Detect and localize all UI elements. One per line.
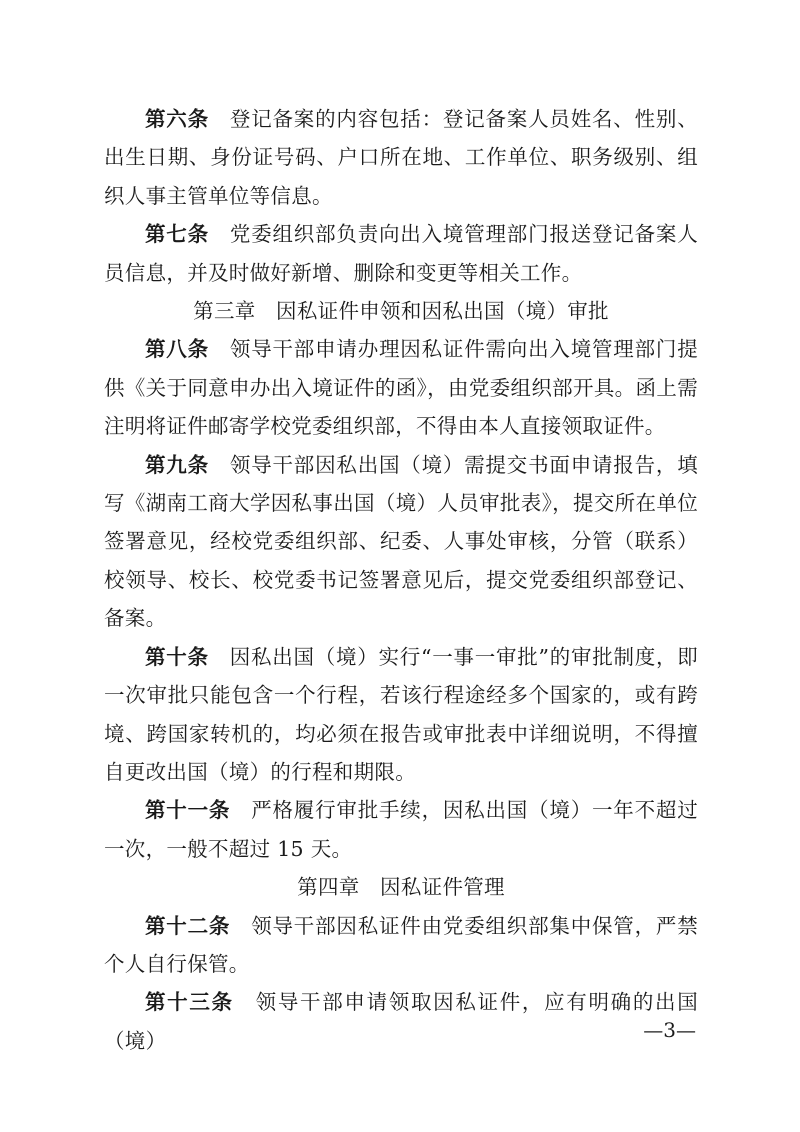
article-12	[104, 907, 698, 984]
chapter-title: 因私证件申领和因私出国（境）审批	[276, 299, 609, 324]
article-7	[104, 215, 698, 292]
article-text: 领导干部因私出国（境）需提交书面申请报告，填写《湖南工商大学因私事出国（境）人员审批表》，提交所在单位签署意见，经校党委组织部、纪委、人事处审核，分管（联系）校领导、校长、校党委书记签署意见后，提交党委组织部登记、备案。	[104, 452, 698, 631]
article-label: 第十一条	[145, 798, 231, 823]
chapter-title: 因私证件管理	[380, 875, 505, 900]
article-label: 第九条	[145, 452, 209, 477]
chapter-number: 第四章	[297, 875, 360, 900]
article-9	[104, 446, 698, 638]
article-text: 领导干部申请办理因私证件需向出入境管理部门提供《关于同意申办出入境证件的函》，由党委组织部开具。函上需注明将证件邮寄学校党委组织部，不得由本人直接领取证件。	[104, 337, 698, 439]
article-11	[104, 791, 698, 868]
document-page	[104, 100, 698, 1060]
article-text: 党委组织部负责向出入境管理部门报送登记备案人员信息，并及时做好新增、删除和变更等相关工作。	[104, 222, 698, 285]
article-label: 第六条	[145, 107, 209, 131]
chapter-3-heading	[104, 292, 698, 330]
article-6	[104, 100, 698, 215]
page-number: —3—	[643, 1018, 696, 1042]
article-text: 严格履行审批手续，因私出国（境）一年不超过一次，一般不超过 15 天。	[104, 798, 698, 861]
article-13	[104, 983, 698, 1060]
article-label: 第八条	[145, 337, 209, 362]
article-label: 第十三条	[145, 990, 234, 1015]
article-8	[104, 330, 698, 445]
article-label: 第十二条	[145, 913, 231, 938]
article-label: 第七条	[145, 222, 209, 247]
article-text: 领导干部因私证件由党委组织部集中保管，严禁个人自行保管。	[104, 913, 698, 976]
article-text: 因私出国（境）实行“一事一审批”的审批制度，即一次审批只能包含一个行程，若该行程途经多个国家的，或有跨境、跨国家转机的，均必须在报告或审批表中详细说明，不得擅自更改出国（境）的行程和期限。	[104, 644, 699, 784]
article-text: 登记备案的内容包括：登记备案人员姓名、性别、出生日期、身份证号码、户口所在地、工作单位、职务级别、组织人事主管单位等信息。	[104, 107, 698, 208]
chapter-number: 第三章	[193, 299, 256, 324]
article-label: 第十条	[145, 644, 209, 669]
chapter-4-heading	[104, 868, 698, 906]
article-text: 领导干部申请领取因私证件，应有明确的出国（境）	[104, 990, 698, 1053]
article-10	[104, 638, 698, 792]
